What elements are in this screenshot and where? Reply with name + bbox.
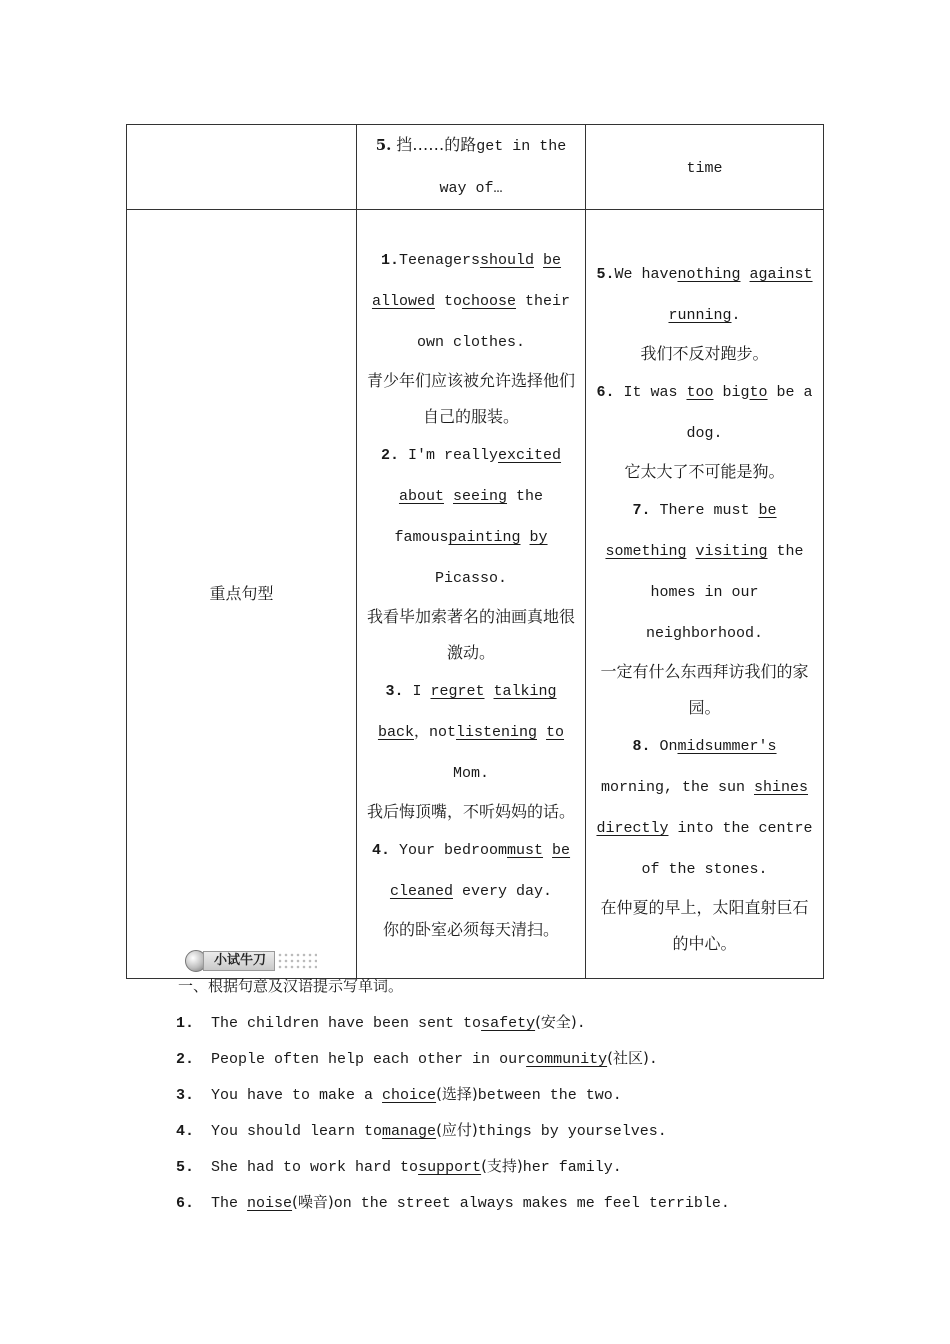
sentence-text: I <box>403 683 431 700</box>
sentence-text: the famous <box>394 488 544 546</box>
sentence-english <box>367 830 575 912</box>
exercise-text: on the street always makes me feel terrible. <box>333 1195 730 1212</box>
sentence-text: ，not <box>413 724 456 741</box>
answer-blank: choose <box>462 293 517 310</box>
item-number: 5. <box>176 1159 195 1176</box>
answer-blank: choice <box>382 1087 437 1104</box>
answer-blank: allowed <box>371 293 435 310</box>
exercise-text: . <box>576 1015 586 1032</box>
answer-blank: safety <box>481 1015 536 1032</box>
sentence-text: be a dog. <box>686 384 813 442</box>
sentence-text <box>543 842 552 859</box>
item-number: 5. <box>375 136 392 154</box>
sentence-text: We have <box>614 266 678 283</box>
exercise-text: between the two. <box>477 1087 622 1104</box>
answer-blank: be <box>758 502 777 519</box>
exercise-item <box>176 1081 730 1117</box>
answer-blank: back <box>377 724 414 741</box>
chinese-hint: (社区) <box>607 1049 649 1067</box>
table-cell-empty <box>127 125 357 210</box>
sentence-item <box>596 254 813 372</box>
answer-blank: nothing <box>677 266 741 283</box>
sentence-text: their own clothes. <box>416 293 571 351</box>
answer-blank: manage <box>382 1123 437 1140</box>
exercise-text: You have to make a <box>202 1087 383 1104</box>
exercise-text: The <box>202 1195 248 1212</box>
sentence-english <box>367 671 575 794</box>
vocabulary-table <box>126 124 824 979</box>
answer-blank: by <box>529 529 548 546</box>
sentence-translation: 你的卧室必须每天清扫。 <box>382 920 559 939</box>
answer-blank: be <box>543 252 562 269</box>
exercise-text: You should learn to <box>202 1123 383 1140</box>
table-cell-category <box>127 210 357 979</box>
sentence-text <box>537 724 546 741</box>
answer-blank: seeing <box>453 488 508 505</box>
exercise-text: her family. <box>522 1159 622 1176</box>
table-row <box>127 210 824 979</box>
sentence-text: morning, the sun <box>600 779 754 796</box>
item-number: 3. <box>176 1087 195 1104</box>
sentence-text <box>521 529 530 546</box>
item-number: 6. <box>596 384 615 401</box>
item-number: 6. <box>176 1195 195 1212</box>
answer-blank: listening <box>455 724 537 741</box>
answer-blank: shines <box>754 779 809 796</box>
sentence-translation: 我后悔顶嘴，不听妈妈的话。 <box>367 802 576 821</box>
sentence-item <box>367 671 575 830</box>
phrase-chinese: 挡……的路 <box>396 135 477 154</box>
answer-blank: painting <box>448 529 521 546</box>
answer-blank: regret <box>430 683 485 700</box>
item-number: 4. <box>176 1123 195 1140</box>
section-badge <box>185 950 317 972</box>
sentence-text <box>485 683 494 700</box>
sentence-text: Your bedroom <box>389 842 507 859</box>
category-label: 重点句型 <box>209 584 274 603</box>
item-number: 1. <box>380 252 399 269</box>
sentence-text: into the centre of the stones. <box>641 820 813 878</box>
sentence-text: I'm really <box>398 447 499 464</box>
item-number: 4. <box>371 842 390 859</box>
answer-blank: excited <box>498 447 562 464</box>
sentence-text <box>741 266 750 283</box>
sentence-text: There must <box>650 502 759 519</box>
answer-blank: about <box>398 488 444 505</box>
sentence-text: every day. <box>452 883 553 900</box>
sentence-text: It was <box>614 384 687 401</box>
section-title: 一、根据句意及汉语提示写单词。 <box>178 977 404 995</box>
answer-blank: directly <box>596 820 669 837</box>
exercise-text: She had to work hard to <box>202 1159 419 1176</box>
item-number: 7. <box>632 502 651 519</box>
table-cell-time <box>586 125 824 210</box>
answer-blank: something <box>605 543 687 560</box>
exercise-item <box>176 1189 730 1225</box>
item-number: 1. <box>176 1015 195 1032</box>
table-cell-sentences-left <box>357 210 586 979</box>
sentence-text: Picasso. <box>434 570 507 587</box>
table-cell-sentences-right <box>586 210 824 979</box>
phrase-english: get in the way of… <box>439 138 567 197</box>
chinese-hint: (噪音) <box>292 1193 334 1211</box>
chinese-hint: (选择) <box>436 1085 478 1103</box>
sentence-translation: 青少年们应该被允许选择他们自己的服装。 <box>367 371 576 426</box>
exercise-item <box>176 1045 730 1081</box>
sentence-item <box>367 830 575 948</box>
answer-blank: support <box>418 1159 482 1176</box>
exercise-text: things by yourselves. <box>477 1123 667 1140</box>
exercise-item <box>176 1153 730 1189</box>
phrase-continuation: time <box>686 159 723 177</box>
answer-blank: to <box>749 384 768 401</box>
exercise-item <box>176 1117 730 1153</box>
answer-blank: noise <box>247 1195 293 1212</box>
answer-blank: be <box>552 842 571 859</box>
sentence-text: On <box>650 738 678 755</box>
chinese-hint: (支持) <box>481 1157 523 1175</box>
sentence-item <box>596 372 813 490</box>
sentence-text: . <box>731 307 741 324</box>
sentence-text <box>534 252 543 269</box>
answer-blank: against <box>749 266 813 283</box>
sentence-text: to <box>434 293 462 310</box>
sentence-translation: 它太大了不可能是狗。 <box>624 462 785 481</box>
sentence-text: the homes in our neighborhood. <box>645 543 804 642</box>
sentence-text: big <box>713 384 750 401</box>
sentence-translation: 一定有什么东西拜访我们的家园。 <box>600 662 809 717</box>
sentence-translation: 我看毕加索著名的油画真地很激动。 <box>367 607 576 662</box>
sentence-text <box>444 488 453 505</box>
item-number: 5. <box>596 266 615 283</box>
answer-blank: should <box>479 252 534 269</box>
answer-blank: visiting <box>695 543 768 560</box>
table-row <box>127 125 824 210</box>
exercise-text: People often help each other in our <box>202 1051 527 1068</box>
exercise-list <box>176 1009 730 1225</box>
sentence-english <box>367 435 575 599</box>
badge-dots-decoration <box>277 952 317 970</box>
sentence-english <box>596 372 813 454</box>
sentence-english <box>367 240 575 363</box>
answer-blank: talking <box>493 683 557 700</box>
answer-blank: to <box>546 724 565 741</box>
sentence-text: Teenagers <box>398 252 480 269</box>
exercise-item <box>176 1009 730 1045</box>
badge-label: 小试牛刀 <box>203 951 275 971</box>
answer-blank: cleaned <box>389 883 453 900</box>
exercise-text: The children have been sent to <box>202 1015 482 1032</box>
answer-blank: midsummer's <box>677 738 777 755</box>
answer-blank: running <box>668 307 732 324</box>
sentence-text: Mom. <box>452 765 489 782</box>
item-number: 2. <box>176 1051 195 1068</box>
sentence-item <box>596 490 813 726</box>
table-cell-phrase <box>357 125 586 210</box>
sentence-translation: 我们不反对跑步。 <box>640 344 769 363</box>
sentence-text <box>686 543 695 560</box>
sentence-translation: 在仲夏的早上，太阳直射巨石的中心。 <box>600 898 809 953</box>
sentence-english <box>596 726 813 890</box>
item-number: 2. <box>380 447 399 464</box>
item-number: 3. <box>385 683 404 700</box>
answer-blank: too <box>686 384 714 401</box>
chinese-hint: (应付) <box>436 1121 478 1139</box>
item-number: 8. <box>632 738 651 755</box>
sentence-item <box>596 726 813 962</box>
chinese-hint: (安全) <box>535 1013 577 1031</box>
exercise-text: . <box>648 1051 658 1068</box>
sentence-item <box>367 240 575 435</box>
sentence-english <box>596 490 813 654</box>
answer-blank: must <box>507 842 544 859</box>
sentence-item <box>367 435 575 671</box>
sentence-english <box>596 254 813 336</box>
answer-blank: community <box>526 1051 608 1068</box>
